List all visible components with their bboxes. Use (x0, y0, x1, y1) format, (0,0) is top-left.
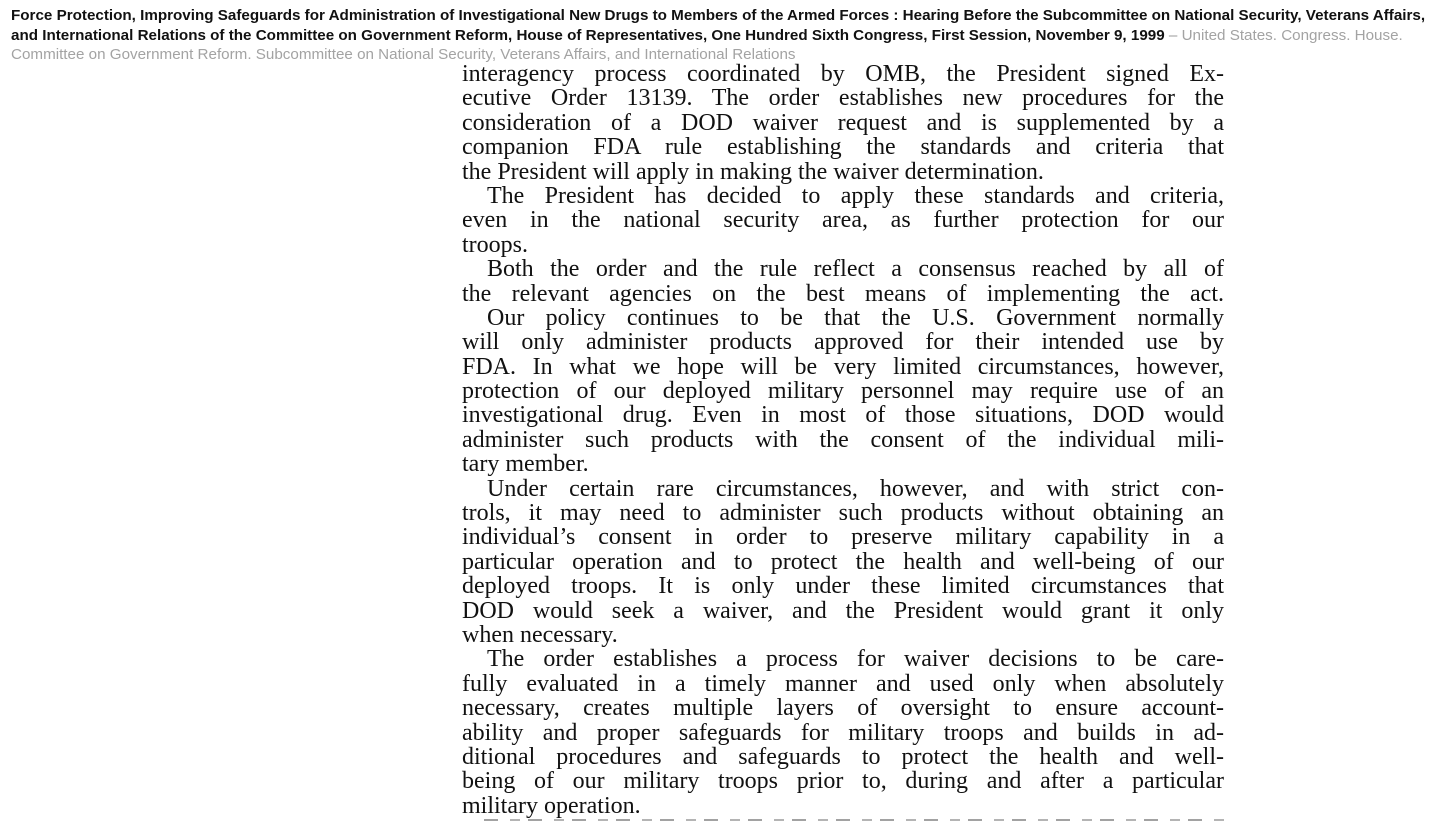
text-line: the relevant agencies on the best means of implementing the act. (462, 280, 1224, 307)
text-line: Under certain rare circumstances, however, and with strict con- (487, 475, 1224, 502)
text-line: ability and proper safeguards for military troops and builds in ad- (462, 719, 1224, 746)
text-line: ditional procedures and safeguards to protect the health and well- (462, 743, 1224, 770)
text-line: The President has decided to apply these standards and criteria, (487, 182, 1224, 209)
text-line: FDA. In what we hope will be very limited circumstances, however, (462, 353, 1224, 380)
text-line: Our policy continues to be that the U.S. Government normally (487, 304, 1224, 331)
text-line: protection of our deployed military personnel may require use of an (462, 378, 1224, 405)
text-line: the President will apply in making the waiver determination. (462, 158, 1044, 185)
title-separator: – (1164, 26, 1178, 44)
text-line: investigational drug. Even in most of those situations, DOD would (462, 402, 1224, 429)
text-line: deployed troops. It is only under these limited circumstances that (462, 573, 1224, 600)
page-text (462, 62, 1224, 818)
text-line: when necessary. (462, 621, 618, 648)
text-line: troops. (462, 231, 528, 258)
text-line: trols, it may need to administer such products without obtaining an (462, 500, 1224, 527)
text-line: military operation. (462, 792, 641, 819)
text-line: being of our military troops prior to, during and after a particular (462, 768, 1224, 795)
text-line: even in the national security area, as further protection for our (462, 207, 1224, 234)
document-header (11, 6, 1447, 65)
cut-off-text-fragment (484, 819, 1224, 821)
text-line: Both the order and the rule reflect a consensus reached by all of (487, 256, 1224, 283)
text-line: DOD would seek a waiver, and the President would grant it only (462, 597, 1224, 624)
document-title: Force Protection, Improving Safeguards for Administration of Investigational New Drugs to Members of the Armed Forces : Hearing Before the Subcommittee on National Security, Veterans Affairs, and International Relations of the Committee on Government Reform, House of Representatives, One Hundred Sixth Congress, First Session, November 9, 1999 (11, 7, 1426, 44)
text-line: administer such products with the consent of the individual mili- (462, 426, 1224, 453)
text-line: interagency process coordinated by OMB, the President signed Ex- (462, 61, 1224, 87)
text-line: The order establishes a process for waiver decisions to be care- (487, 646, 1224, 673)
text-line: fully evaluated in a timely manner and used only when absolutely (462, 670, 1224, 697)
document-author: United States. Congress. House. Committee on Government Reform. Subcommittee on National Security, Veterans Affairs, and International Relations (11, 26, 1403, 63)
text-line: companion FDA rule establishing the standards and criteria that (462, 134, 1224, 161)
text-line: particular operation and to protect the health and well-being of our (462, 548, 1224, 575)
cut-off-line (462, 812, 1224, 827)
text-line: consideration of a DOD waiver request and is supplemented by a (462, 109, 1224, 136)
text-line: tary member. (462, 451, 589, 478)
text-line: ecutive Order 13139. The order establishes new procedures for the (462, 85, 1224, 112)
text-line: will only administer products approved for their intended use by (462, 329, 1224, 356)
text-line: necessary, creates multiple layers of oversight to ensure account- (462, 695, 1224, 722)
text-line: individual’s consent in order to preserve military capability in a (462, 524, 1224, 551)
